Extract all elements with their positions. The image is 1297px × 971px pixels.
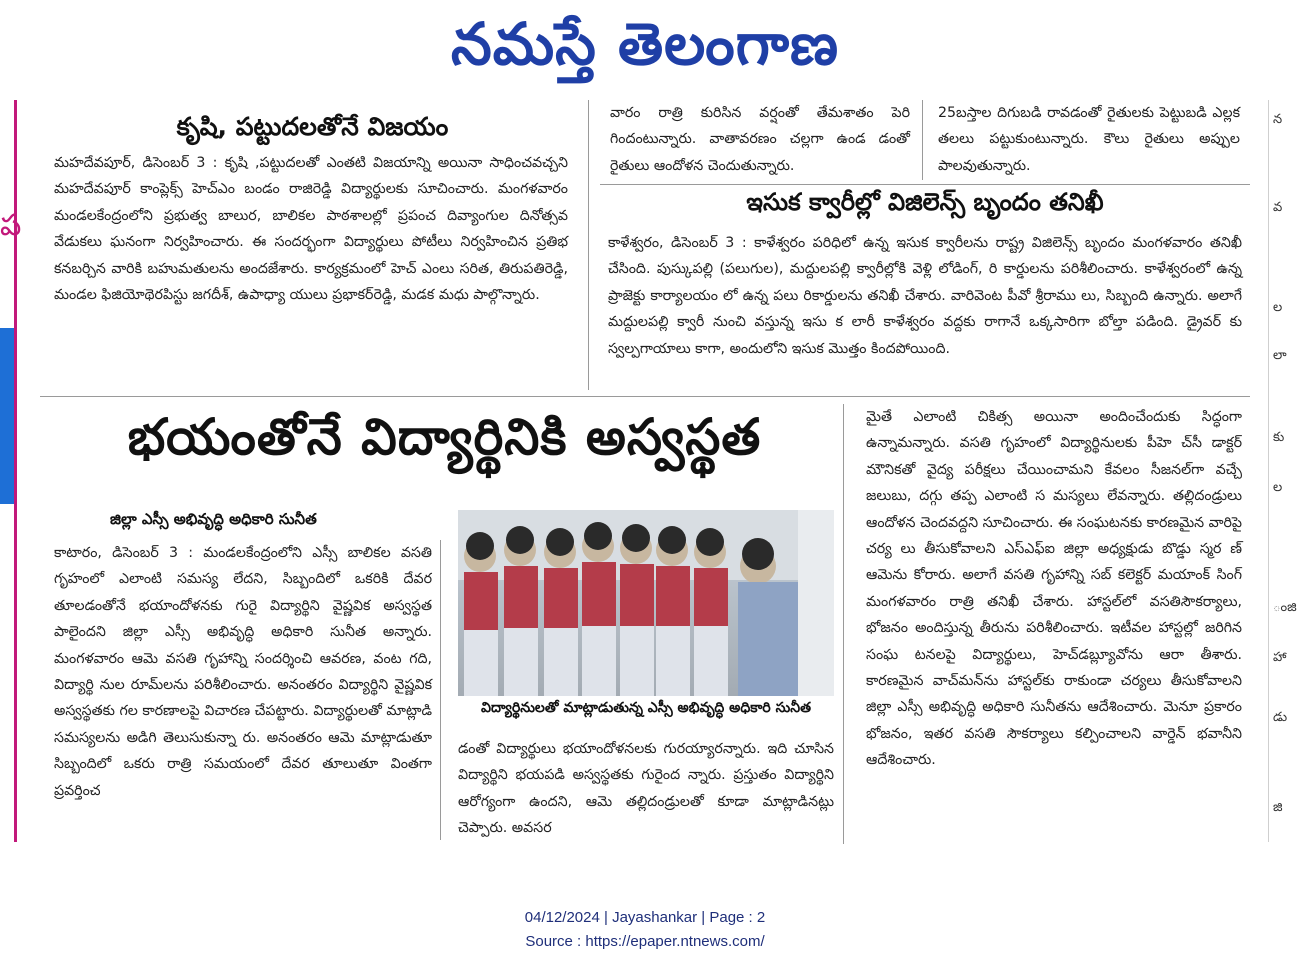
left-page-edge: [0, 100, 22, 842]
article-body: డంతో విద్యార్థులు భయాందోళనలకు గురయ్యారన్నారు. ఇది చూసిన విద్యార్థిని భయపడి అస్వస్థతకు గురైంద న్నారు. ప్రస్తుతం విద్యార్థిని ఆరోగ్యంగా ఉందని, ఆమె తల్లిదండ్రులతో కూడా మాట్లాడినట్లు చెప్పారు. అవసర: [458, 741, 834, 837]
column-rule: [440, 540, 441, 840]
right-edge-fragment: లా: [1273, 348, 1287, 363]
article-body: కాటారం, డిసెంబర్ 3 : మండలకేంద్రంలోని ఎస్సీ బాలికల వసతి గృహంలో ఎలాంటి సమస్య లేదని, సిబ్బందిలో ఒకరికి దేవర తూలడంతోనే భయాందోళనకు గురై విద్యార్థిని వైష్ణవిక అస్వస్థత పాలైందని జిల్లా ఎస్సీ అభివృద్ధి అధికారి సునీత అన్నారు. మంగళవారం ఆమె వసతి గృహాన్ని సందర్శించి ఆవరణ, వంట గది, విద్యార్థి నుల రూమ్‌లను పరిశీలించారు. అనంతరం విద్యార్థిని వైష్ణవిక అస్వస్థతకు గల కారణాలపై విచారణ చేపట్టారు. విద్యార్థులతో మాట్లాడి సమస్యలను అడిగి తెలుసుకున్నా రు. అనంతరం ఆమె మాట్లాడుతూ సిబ్బందిలో ఒకరు రాత్రి సమయంలో దేవర తూలుతూ వింతగా ప్రవర్తించ: [54, 545, 432, 799]
article-continuation: వారం రాత్రి కురిసిన వర్షంతో తేమశాతం పెరి గిందంటున్నారు. వాతావరణం చల్లగా ఉండ డంతో రైతులు ఆందోళన చెందుతున్నారు.: [610, 105, 910, 174]
article-body: మైతే ఎలాంటి చికిత్స అయినా అందించేందుకు సిద్ధంగా ఉన్నామన్నారు. వసతి గృహంలో విద్యార్థినులకు పీహె చ్‌సీ డాక్టర్ మౌనికతో వైద్య పరీక్షలు చేయించామని కేవలం సీజనల్‌గా వచ్చే జలుబు, దగ్గు తప్ప ఎలాంటి స మస్యలు లేవన్నారు. తల్లిదండ్రులు ఆందోళన చెందవద్దని సూచించారు. ఈ సంఘటనకు కారణమైన వారిపై చర్య లు తీసుకోవాలని ఎస్ఎఫ్ఐ జిల్లా అధ్యక్షుడు బొడ్డు స్మర ణ్ ఆమెను కోరారు. అలాగే వసతి గృహాన్ని సబ్ కలెక్టర్ మయాంక్ సింగ్ మంగళవారం రాత్రి తనిఖీ చేశారు. హాస్టల్‌లో వసతిసౌకర్యాలు, భోజనం అందిస్తున్న తీరును పరిశీలించారు. ఇటీవల హాస్టల్లో జరిగిన సంఘ టనలపై విద్యార్థులు, హెచ్‌డబ్ల్యూవోను ఆరా తీశారు. కారణమైన వాచ్‌మన్‌ను హాస్టల్‌కు రాకుండా చర్యలు తీసుకోవాలని జిల్లా ఎస్సీ అభివృద్ధి అధికారి సునీతను ఆదేశించారు. మెనూ ప్రకారం భోజనం, ఇతర వసతి సౌకర్యాలు కల్పించాలని వార్డెన్ భవానీని ఆదేశించారు.: [866, 409, 1242, 769]
photo-caption: విద్యార్థినులతో మాట్లాడుతున్న ఎస్సీ అభివృద్ధి అధికారి సునీత: [481, 700, 811, 716]
section-rule: [40, 396, 1250, 397]
masthead: [0, 0, 1290, 88]
section-rule: [600, 184, 1250, 185]
page-footer: [0, 906, 1290, 954]
right-edge-fragment: జి: [1273, 800, 1283, 815]
main-headline: భయంతోనే విద్యార్థినికి అస్వస్థత: [127, 408, 762, 466]
right-edge-fragment: హా: [1273, 650, 1287, 665]
byline: జిల్లా ఎస్సీ అభివృద్ధి అధికారి సునీత: [110, 510, 317, 528]
right-edge-fragment: డు: [1273, 710, 1288, 725]
column-rule: [843, 404, 844, 844]
column-rule: [588, 100, 589, 390]
left-edge-blue-block: [0, 328, 14, 504]
right-edge-fragment: ల: [1273, 300, 1283, 315]
right-edge-fragment: న: [1273, 112, 1283, 127]
footer-date-line: 04/12/2024 | Jayashankar | Page : 2: [524, 909, 766, 926]
article-continuation: 25బస్తాల దిగుబడి రావడంతో రైతులకు పెట్టుబడి ఎల్లక తలలు పట్టుకుంటున్నారు. కౌలు రైతులు అప్పుల పాలవుతున్నారు.: [938, 105, 1240, 174]
article-body: కాళేశ్వరం, డిసెంబర్ 3 : కాళేశ్వరం పరిధిలో ఉన్న ఇసుక క్వారీలను రాష్ట్ర విజిలెన్స్ బృందం మంగళవారం తనిఖీ చేసింది. పుస్కుపల్లి (పలుగుల), మద్దులపల్లి క్వారీల్లోకి వెళ్లి లోడింగ్, రి కార్డులను పరిశీలించారు. కాళేశ్వరంలో ఉన్న ప్రాజెక్టు కార్యాలయం లో ఉన్న పలు రికార్డులను తనిఖీ చేశారు. వారివెంట పీవో శ్రీరాము లు, సిబ్బంది ఉన్నారు. అలాగే మద్దులపల్లి క్వారీ నుంచి వస్తున్న ఇసు క లారీ కాళేశ్వరం వద్దకు రాగానే ఒక్కసారిగా బోల్తా పడింది. డ్రైవర్ కు స్వల్పగాయాలు కాగా, అందులోని ఇసుక మొత్తం కిందపోయింది.: [608, 235, 1242, 357]
left-edge-glyph-fragment: ప: [0, 208, 22, 243]
right-edge-fragment: ంజి: [1273, 600, 1297, 615]
right-edge-fragment: కు: [1273, 430, 1285, 445]
right-edge-fragment: వ: [1273, 200, 1283, 215]
column-rule: [922, 100, 923, 180]
right-page-edge: [1268, 100, 1297, 842]
footer-source-line: Source : https://epaper.ntnews.com/: [525, 933, 765, 950]
right-edge-fragment: ల: [1273, 480, 1283, 495]
article-body: మహదేవపూర్, డిసెంబర్ 3 : కృషి ,పట్టుదలతో ఎంతటి విజయాన్ని అయినా సాధించవచ్చని మహదేవపూర్ కాంప్లెక్స్ హెచ్ఎం బండం రాజిరెడ్డి విద్యార్థులకు సూచించారు. మంగళవారం మండలకేంద్రంలోని ప్రభుత్వ బాలుర, బాలికల పాఠశాలల్లో ప్రపంచ దివ్యాంగుల దినోత్సవ వేడుకలు ఘనంగా నిర్వహించారు. ఈ సందర్భంగా విద్యార్థులు పోటీలు నిర్వహించిన ప్రతిభ కనబర్చిన వారికి బహుమతులను అందజేశారు. కార్యక్రమంలో హెచ్ ఎంలు సరిత, తిరుపతిరెడ్డి, మండల ఫిజియోథెరపిస్టు జగదీశ్, ఉపాధ్యా యులు ప్రభాకర్‌రెడ్డి, మడక మధు పాల్గొన్నారు.: [54, 155, 568, 304]
photo-illustration: [458, 510, 834, 696]
article-headline: కృషి, పట్టుదలతోనే విజయం: [176, 112, 449, 141]
article-headline: ఇసుక క్వారీల్లో విజిలెన్స్ బృందం తనిఖీ: [746, 188, 1104, 216]
newspaper-logo: నమస్తే తెలంగాణ: [451, 10, 839, 78]
news-photo: [458, 510, 834, 696]
